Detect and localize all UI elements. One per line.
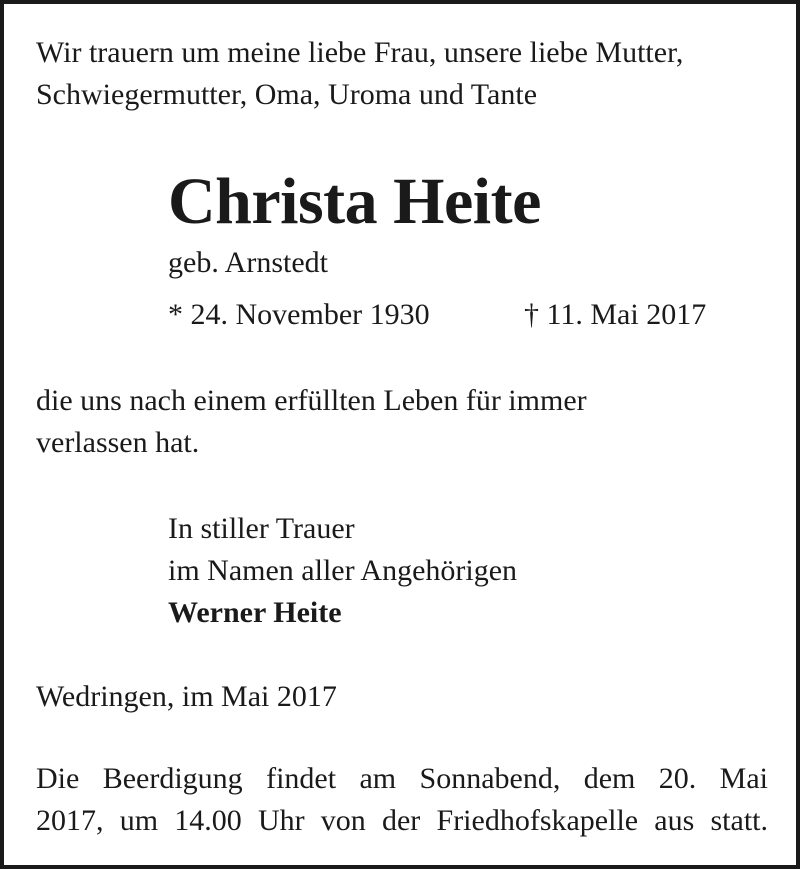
text-line-1: die uns nach einem erfüllten Leben für immer xyxy=(36,384,587,417)
intro-line-2: Schwiegermutter, Oma, Uroma und Tante xyxy=(36,78,538,111)
signature-line-1: In stiller Trauer xyxy=(168,512,355,545)
maiden-name: geb. Arnstedt xyxy=(168,246,328,279)
signature-name: Werner Heite xyxy=(168,596,342,629)
deceased-name: Christa Heite xyxy=(168,165,541,238)
text-line-2: verlassen hat. xyxy=(36,426,200,459)
funeral-line-1: Die Beerdigung findet am Sonnabend, dem 20. Mai xyxy=(36,762,768,795)
signature-line-2: im Namen aller Angehörigen xyxy=(168,554,518,587)
birth-date: * 24. November 1930 xyxy=(168,298,430,331)
place-date: Wedringen, im Mai 2017 xyxy=(36,680,337,713)
intro-line-1: Wir trauern um meine liebe Frau, unsere liebe Mutter, xyxy=(36,36,684,69)
death-date: † 11. Mai 2017 xyxy=(524,298,707,331)
funeral-line-2: 2017, um 14.00 Uhr von der Friedhofskapelle aus statt. xyxy=(36,804,768,837)
funeral-info xyxy=(36,758,768,842)
